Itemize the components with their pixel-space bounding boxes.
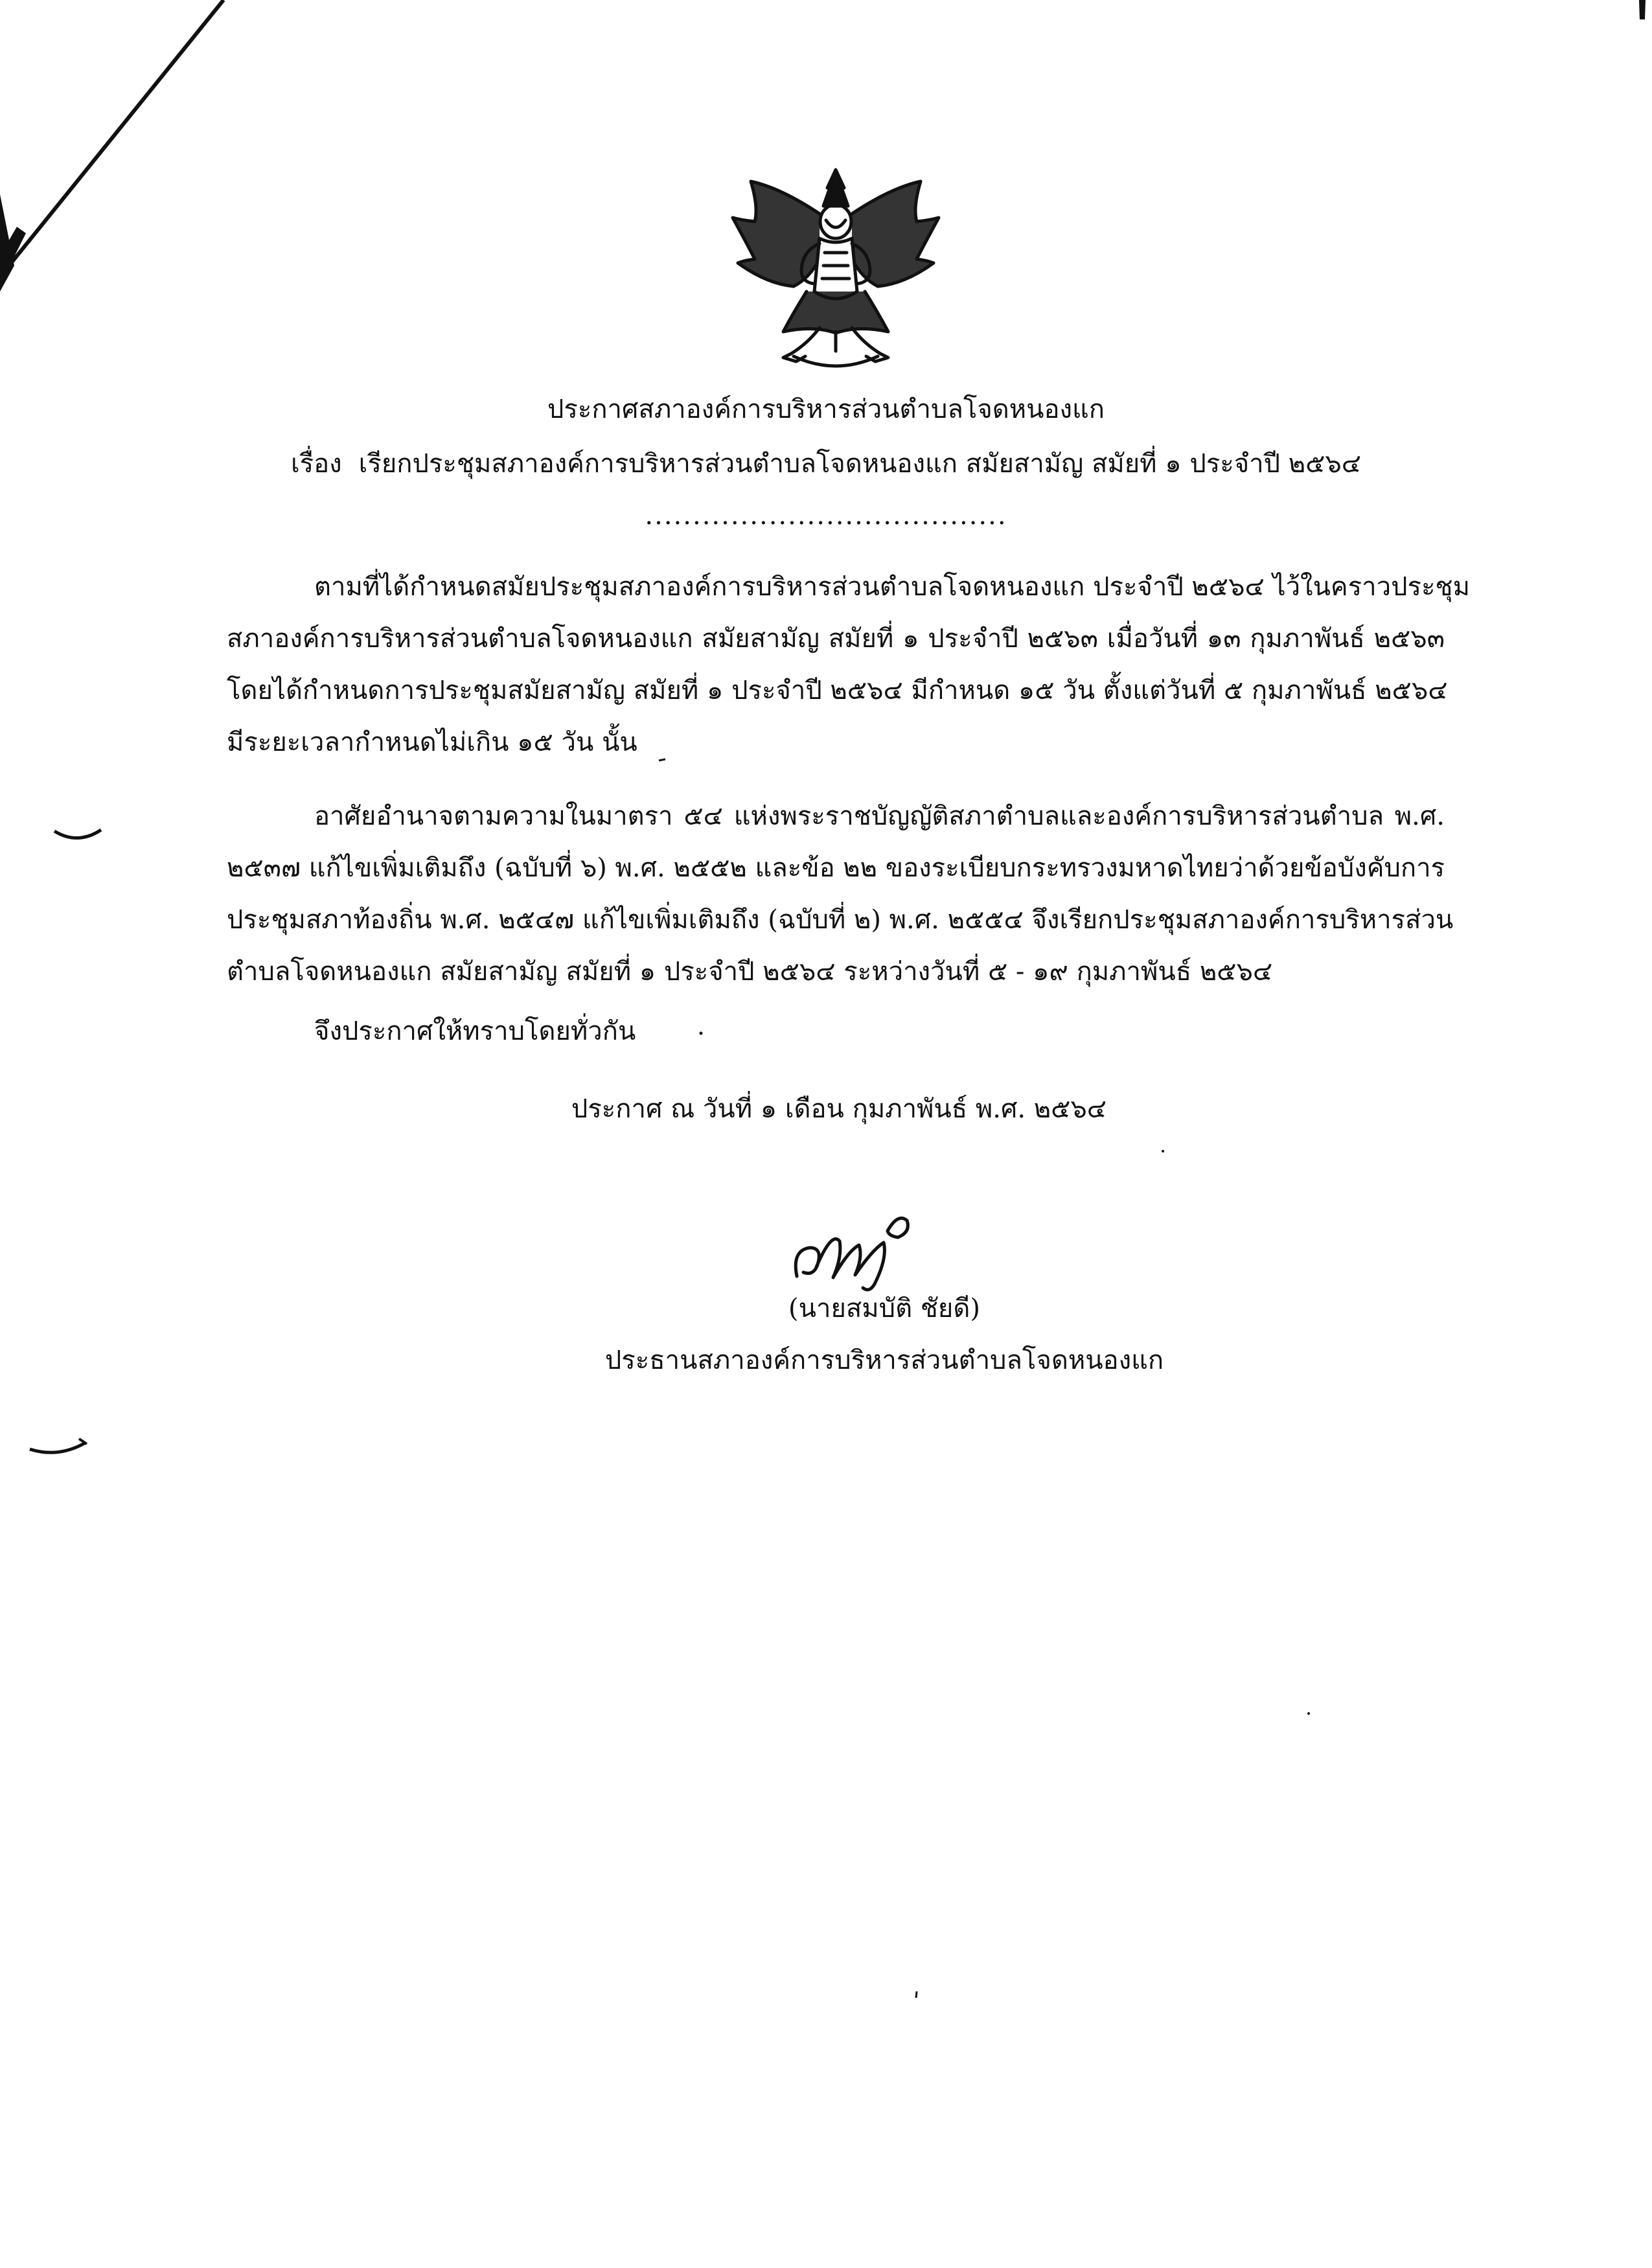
scan-speck bbox=[1160, 1148, 1166, 1154]
closing-statement: จึงประกาศให้ทราบโดยทั่วกัน bbox=[314, 1016, 636, 1046]
hole-punch-mark-1 bbox=[52, 826, 104, 845]
paragraph2-line: อาศัยอำนาจตามความในมาตรา ๕๔ แห่งพระราชบัญญัติสภาตำบลและองค์การบริหารส่วนตำบล พ.ศ. bbox=[314, 801, 1445, 831]
announcement-title: ประกาศสภาองค์การบริหารส่วนตำบลโจดหนองแก bbox=[547, 395, 1105, 424]
top-right-edge-mark bbox=[1629, 0, 1652, 26]
subject-line bbox=[0, 447, 1652, 481]
paragraph1-line: มีระยะเวลากำหนดไม่เกิน ๑๕ วัน นั้น bbox=[227, 727, 637, 757]
paragraph1-line: โดยได้กำหนดการประชุมสมัยสามัญ สมัยที่ ๑ ประจำปี ๒๕๖๔ มีกำหนด ๑๕ วัน ตั้งแต่วันที่ ๕ กุมภาพันธ์ ๒๕๖๔ bbox=[227, 676, 1448, 705]
signer-position: ประธานสภาองค์การบริหารส่วนตำบลโจดหนองแก bbox=[604, 1346, 1164, 1375]
garuda-emblem-icon bbox=[729, 162, 943, 376]
paragraph1-line: สภาองค์การบริหารส่วนตำบลโจดหนองแก สมัยสามัญ สมัยที่ ๑ ประจำปี ๒๕๖๓ เมื่อวันที่ ๑๓ กุมภาพันธ์ ๒๕๖๓ bbox=[227, 624, 1445, 654]
hole-punch-mark-2 bbox=[26, 1435, 91, 1461]
subject-text: เรียกประชุมสภาองค์การบริหารส่วนตำบลโจดหนองแก สมัยสามัญ สมัยที่ ๑ ประจำปี ๒๕๖๔ bbox=[358, 449, 1362, 479]
subject-label: เรื่อง bbox=[290, 449, 342, 479]
dotted-divider: ...................................... bbox=[645, 501, 1007, 531]
paragraph1-line: ตามที่ได้กำหนดสมัยประชุมสภาองค์การบริหารส่วนตำบลโจดหนองแก ประจำปี ๒๕๖๔ ไว้ในคราวประชุม bbox=[314, 572, 1470, 602]
signer-name: (นายสมบัติ ชัยดี) bbox=[788, 1294, 980, 1323]
scan-speck bbox=[658, 757, 667, 763]
scan-speck bbox=[697, 1030, 705, 1037]
paragraph2-line: ประชุมสภาท้องถิ่น พ.ศ. ๒๕๔๗ แก้ไขเพิ่มเติมถึง (ฉบับที่ ๒) พ.ศ. ๒๕๕๔ จึงเรียกประชุมสภาองค์การบริหารส่วน bbox=[227, 905, 1454, 935]
announcement-date: ประกาศ ณ วันที่ ๑ เดือน กุมภาพันธ์ พ.ศ. ๒๕๖๔ bbox=[571, 1094, 1107, 1124]
paragraph2-line: ๒๕๓๗ แก้ไขเพิ่มเติมถึง (ฉบับที่ ๖) พ.ศ. ๒๕๕๒ และข้อ ๒๒ ของระเบียบกระทรวงมหาดไทยว่าด้วยข้อบังคับการ bbox=[227, 853, 1445, 883]
paragraph2-line: ตำบลโจดหนองแก สมัยสามัญ สมัยที่ ๑ ประจำปี ๒๕๖๔ ระหว่างวันที่ ๕ - ๑๙ กุมภาพันธ์ ๒๕๖๔ bbox=[227, 957, 1273, 987]
corner-fold-mark bbox=[0, 0, 233, 304]
handwritten-signature bbox=[777, 1205, 933, 1296]
scan-speck bbox=[913, 1990, 920, 1999]
scan-speck bbox=[1305, 1710, 1312, 1717]
